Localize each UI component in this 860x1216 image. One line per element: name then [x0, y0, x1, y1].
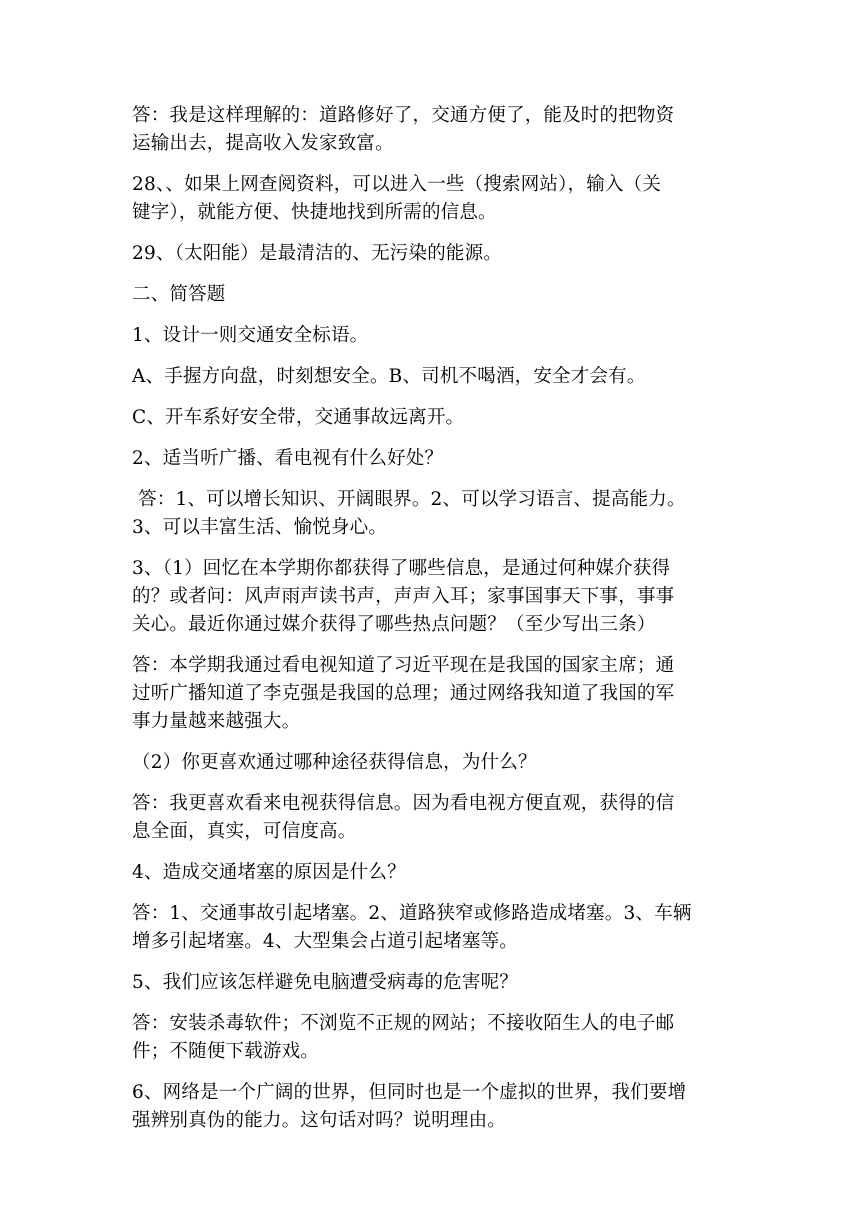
text-line: 5、我们应该怎样避免电脑遭受病毒的危害呢？ [132, 972, 518, 993]
text-line: 28、、如果上网查阅资料，可以进入一些（搜索网站），输入（关 [132, 174, 662, 195]
text-line: A、手握方向盘，时刻想安全。B、司机不喝酒，安全才会有。 [132, 366, 646, 387]
text-line: 4、造成交通堵塞的原因是什么？ [132, 862, 406, 883]
paragraph [132, 1079, 732, 1135]
paragraph [132, 363, 732, 391]
paragraph [132, 171, 732, 227]
paragraph [132, 652, 732, 736]
text-line: 1、设计一则交通安全标语。 [132, 325, 369, 346]
paragraph [132, 969, 732, 997]
text-line: 运输出去，提高收入发家致富。 [132, 133, 394, 154]
paragraph [132, 486, 732, 542]
paragraph [132, 322, 732, 350]
text-line: 答：我更喜欢看来电视获得信息。因为看电视方便直观，获得的信 [132, 793, 675, 814]
paragraph [132, 790, 732, 846]
text-line: 强辨别真伪的能力。这句话对吗？说明理由。 [132, 1110, 507, 1131]
paragraph [132, 555, 732, 639]
text-line: （2）你更喜欢通过哪种途径获得信息，为什么？ [132, 752, 537, 773]
text-line: 答：我是这样理解的：道路修好了，交通方便了，能及时的把物资 [132, 105, 675, 126]
text-line: 答：本学期我通过看电视知道了习近平现在是我国的国家主席；通 [132, 655, 675, 676]
text-line: 二、简答题 [132, 284, 226, 305]
text-line: 6、网络是一个广阔的世界，但同时也是一个虚拟的世界，我们要增 [132, 1082, 687, 1103]
text-line: 的？或者问：风声雨声读书声，声声入耳；家事国事天下事，事事 [132, 586, 675, 607]
paragraph [132, 404, 732, 432]
paragraph [132, 859, 732, 887]
text-line: 29、（太阳能）是最清洁的、无污染的能源。 [132, 243, 502, 264]
text-line: 息全面，真实，可信度高。 [132, 821, 357, 842]
text-line: 3、可以丰富生活、愉悦身心。 [132, 517, 388, 538]
text-line: 答：1、交通事故引起堵塞。2、道路狭窄或修路造成堵塞。3、车辆 [132, 903, 692, 924]
text-line: 过听广播知道了李克强是我国的总理；通过网络我知道了我国的军 [132, 683, 675, 704]
document-page [132, 102, 732, 1148]
paragraph [132, 445, 732, 473]
text-line: 2、适当听广播、看电视有什么好处？ [132, 448, 444, 469]
paragraph [132, 240, 732, 268]
text-line: 键字），就能方便、快捷地找到所需的信息。 [132, 202, 497, 223]
text-line: 答：安装杀毒软件；不浏览不正规的网站；不接收陌生人的电子邮 [132, 1013, 675, 1034]
text-line: 关心。最近你通过媒介获得了哪些热点问题？（至少写出三条） [132, 614, 656, 635]
paragraph [132, 1010, 732, 1066]
text-line: 3、（1）回忆在本学期你都获得了哪些信息，是通过何种媒介获得 [132, 558, 671, 579]
text-line: 增多引起堵塞。4、大型集会占道引起堵塞等。 [132, 931, 518, 952]
text-line: 答：1、可以增长知识、开阔眼界。2、可以学习语言、提高能力。 [132, 489, 686, 510]
text-line: 件；不随便下载游戏。 [132, 1041, 320, 1062]
paragraph [132, 281, 732, 309]
paragraph [132, 749, 732, 777]
text-line: C、开车系好安全带，交通事故远离开。 [132, 407, 465, 428]
paragraph [132, 102, 732, 158]
paragraph [132, 900, 732, 956]
text-line: 事力量越来越强大。 [132, 711, 301, 732]
